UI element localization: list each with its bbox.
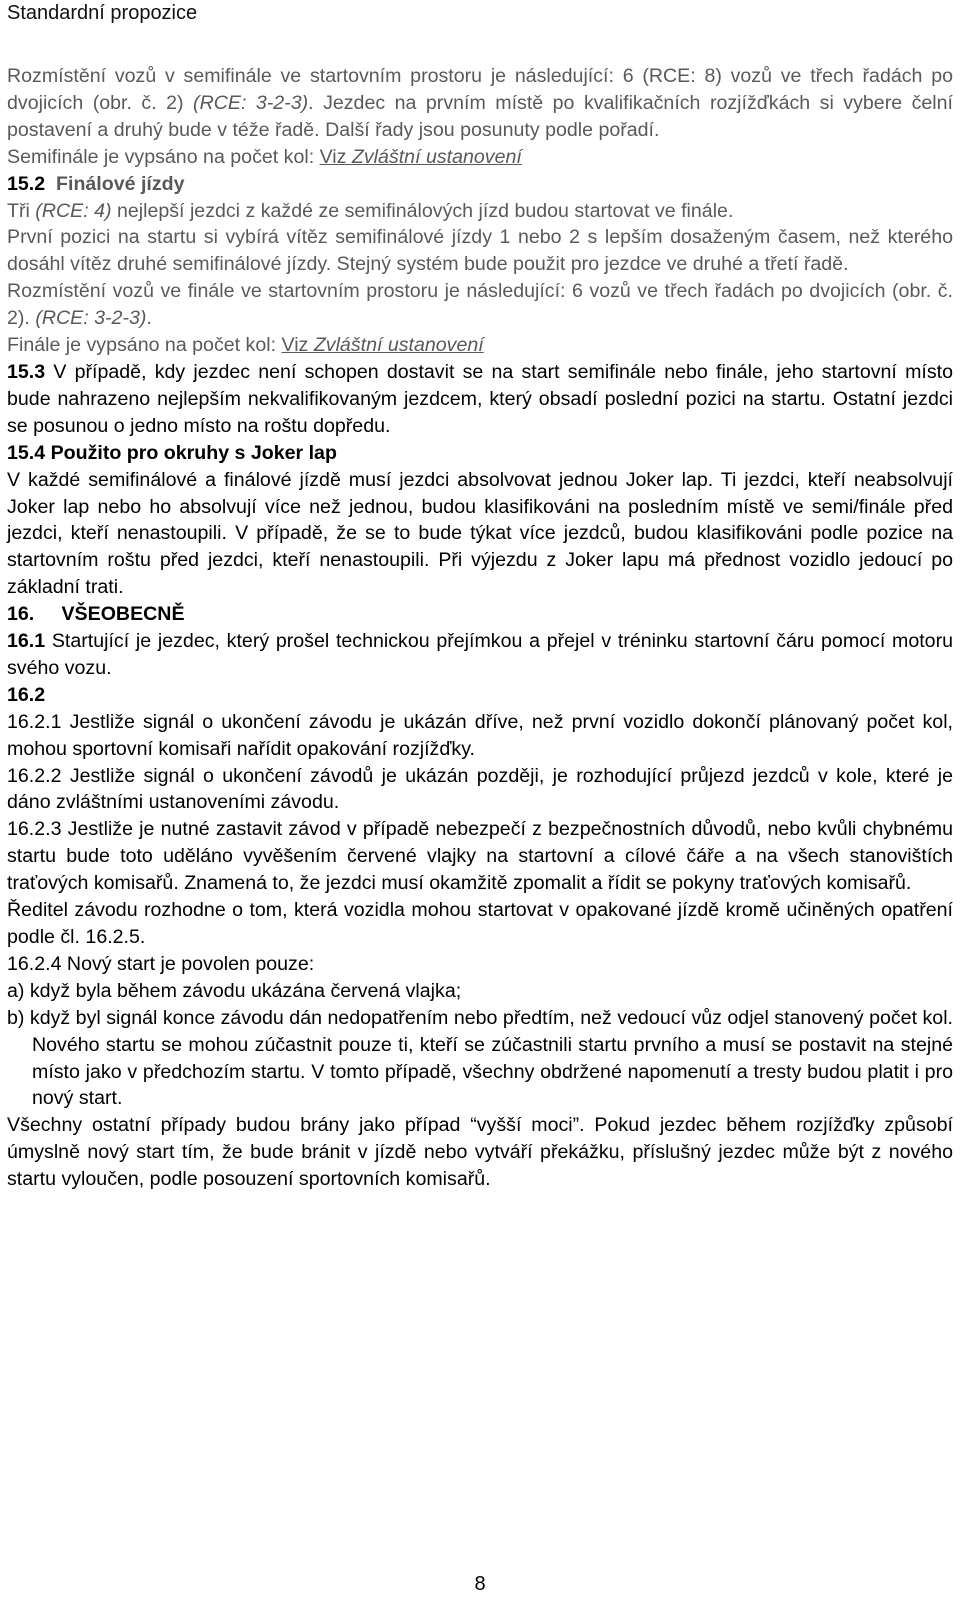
section-16-2-2: 16.2.2 Jestliže signál o ukončení závodů je ukázán později, je rozhodující průjezd jezdců v kole, které je dáno zvláštními ustanoveními závodu. bbox=[7, 764, 953, 814]
semifinal-grid-rce: (RCE: 3-2-3) bbox=[193, 91, 309, 114]
final-grid-rce: (RCE: 3-2-3) bbox=[35, 307, 147, 330]
final-grid-b: . bbox=[146, 307, 152, 330]
section-16-2-4: 16.2.4 Nový start je povolen pouze: bbox=[7, 952, 315, 975]
semifinal-grid-rest: . Jezdec na prvním místě po kvalifikačních rozjížďkách si vybere čelní postavení a druhý bude v téže řadě. Další řady jsou posunuty podle pořadí. bbox=[7, 91, 953, 141]
section-16-1-number: 16.1 bbox=[7, 630, 46, 653]
semifinal-laps-link[interactable] bbox=[320, 146, 522, 168]
section-16-1-paragraph bbox=[7, 628, 953, 682]
final-laps-link-viz: Viz bbox=[281, 334, 309, 357]
section-15-2-heading bbox=[7, 171, 953, 198]
document-header: Standardní propozice bbox=[7, 2, 198, 24]
final-top3-b: nejlepší jezdci z každé ze semifinálových jízd budou startovat ve finále. bbox=[111, 199, 734, 222]
semifinal-laps-prefix: Semifinále je vypsáno na počet kol: bbox=[7, 145, 320, 168]
page-number: 8 bbox=[474, 1573, 486, 1595]
semifinal-laps-paragraph bbox=[7, 144, 953, 171]
section-16-2-3: 16.2.3 Jestliže je nutné zastavit závod v případě nebezpečí z bezpečnostních důvodů, nebo kvůli chybnému startu bude toto uděláno vyvěšením červené vlajky na startovní a cílové čáře a na všech stanovištích traťových komisařů. Znamená to, že jezdci musí okamžitě zpomalit a řídit se pokyny traťových komisařů. bbox=[7, 818, 953, 895]
section-15-4-number: 15.4 bbox=[7, 441, 46, 464]
semifinal-grid-text: Rozmístění vozů v semifinále ve startovním prostoru je následující: 6 (RCE: 8) vozů ve třech řadách po dvojicích (obr. č. 2) bbox=[7, 65, 953, 114]
document-body bbox=[7, 63, 953, 1193]
section-15-4-text: V každé semifinálové a finálové jízdě musí jezdci absolvovat jednou Joker lap. Ti jezdci, kteří neabsolvují Joker lap nebo ho absolvují více než jednou, budou klasifikováni na posledním místě ve semi/finále před jezdci, kteří nenastoupili. V případě, že se to bude týkat více jezdců, budou klasifikováni podle pozice na startovním roštu před jezdci, kteří nenastoupili. Při výjezdu z Joker lapu má přednost vozidlo jedoucí po základní trati. bbox=[7, 468, 953, 599]
section-16-2-1: 16.2.1 Jestliže signál o ukončení závodu je ukázán dříve, než první vozidlo dokončí plánovaný počet kol, mohou sportovní komisaři nařídit opakování rozjížďky. bbox=[7, 710, 953, 760]
final-grid-paragraph bbox=[7, 278, 953, 332]
section-15-4-title: Použito pro okruhy s Joker lap bbox=[45, 441, 337, 464]
director-paragraph: Ředitel závodu rozhodne o tom, která vozidla mohou startovat v opakované jízdě kromě učiněných opatření podle čl. 16.2.5. bbox=[7, 899, 953, 948]
list-item-a: a) když byla během závodu ukázána červená vlajka; bbox=[7, 979, 462, 1002]
semifinal-laps-link-viz: Viz bbox=[319, 145, 347, 168]
section-15-4-heading bbox=[7, 440, 953, 467]
final-pole-paragraph: První pozici na startu si vybírá vítěz semifinálové jízdy 1 nebo 2 s lepším dosaženým časem, než kterého dosáhl vítěz druhé semifinálové jízdy. Stejný systém bude použit pro jezdce ve druhé a třetí řadě. bbox=[7, 226, 953, 276]
section-16-title: VŠEOBECNĚ bbox=[61, 603, 185, 626]
final-top3-paragraph bbox=[7, 198, 953, 225]
final-laps-link-zvlastni: Zvláštní ustanovení bbox=[313, 334, 484, 357]
semifinal-grid-paragraph bbox=[7, 63, 953, 144]
final-laps-paragraph bbox=[7, 332, 953, 359]
section-16-2-heading: 16.2 bbox=[7, 683, 46, 706]
section-15-2-title: Finálové jízdy bbox=[56, 172, 185, 195]
section-15-3-number: 15.3 bbox=[7, 360, 46, 383]
final-laps-prefix: Finále je vypsáno na počet kol: bbox=[7, 334, 282, 357]
section-15-3-text: V případě, kdy jezdec není schopen dostavit se na start semifinále nebo finále, jeho startovní místo bude nahrazeno nejlepším nekvalifikovaným jezdcem, který obsadí poslední pozici na startu. Ostatní jezdci se posunou o jedno místo na roštu dopředu. bbox=[7, 360, 953, 437]
final-grid-a: Rozmístění vozů ve finále ve startovním prostoru je následující: 6 vozů ve třech řadách po dvojicích (obr. č. 2). bbox=[7, 280, 953, 330]
final-top3-rce: (RCE: 4) bbox=[35, 199, 112, 222]
section-16-1-text: Startující je jezdec, který prošel technickou přejímkou a přejel v tréninku startovní čáru pomocí motoru svého vozu. bbox=[7, 630, 953, 679]
section-16-number: 16. bbox=[7, 603, 35, 626]
section-16-heading bbox=[7, 601, 953, 628]
semifinal-laps-link-zvlastni: Zvláštní ustanovení bbox=[351, 145, 522, 168]
section-15-3-paragraph bbox=[7, 359, 953, 440]
force-majeure-paragraph: Všechny ostatní případy budou brány jako případ “vyšší moci”. Pokud jezdec během rozjížďky způsobí úmyslně nový start tím, že bude bránit v jízdě nebo vytváří překážku, příslušný jezdec může být z nového startu vyloučen, podle posouzení sportovních komisařů. bbox=[7, 1114, 953, 1191]
list-item-b: b) když byl signál konce závodu dán nedopatřením nebo předtím, než vedoucí vůz odjel stanovený počet kol. Nového startu se mohou zúčastnit pouze ti, kteří se zúčastnili startu prvního a musí se postavit na stejné místo jako v předchozím startu. V tomto případě, všechny obdržené napomenutí a tresty budou platit i pro nový start. bbox=[7, 1006, 953, 1110]
section-15-2-number: 15.2 bbox=[7, 172, 46, 195]
final-top3-a: Tři bbox=[7, 199, 36, 222]
final-laps-link[interactable] bbox=[281, 334, 483, 356]
